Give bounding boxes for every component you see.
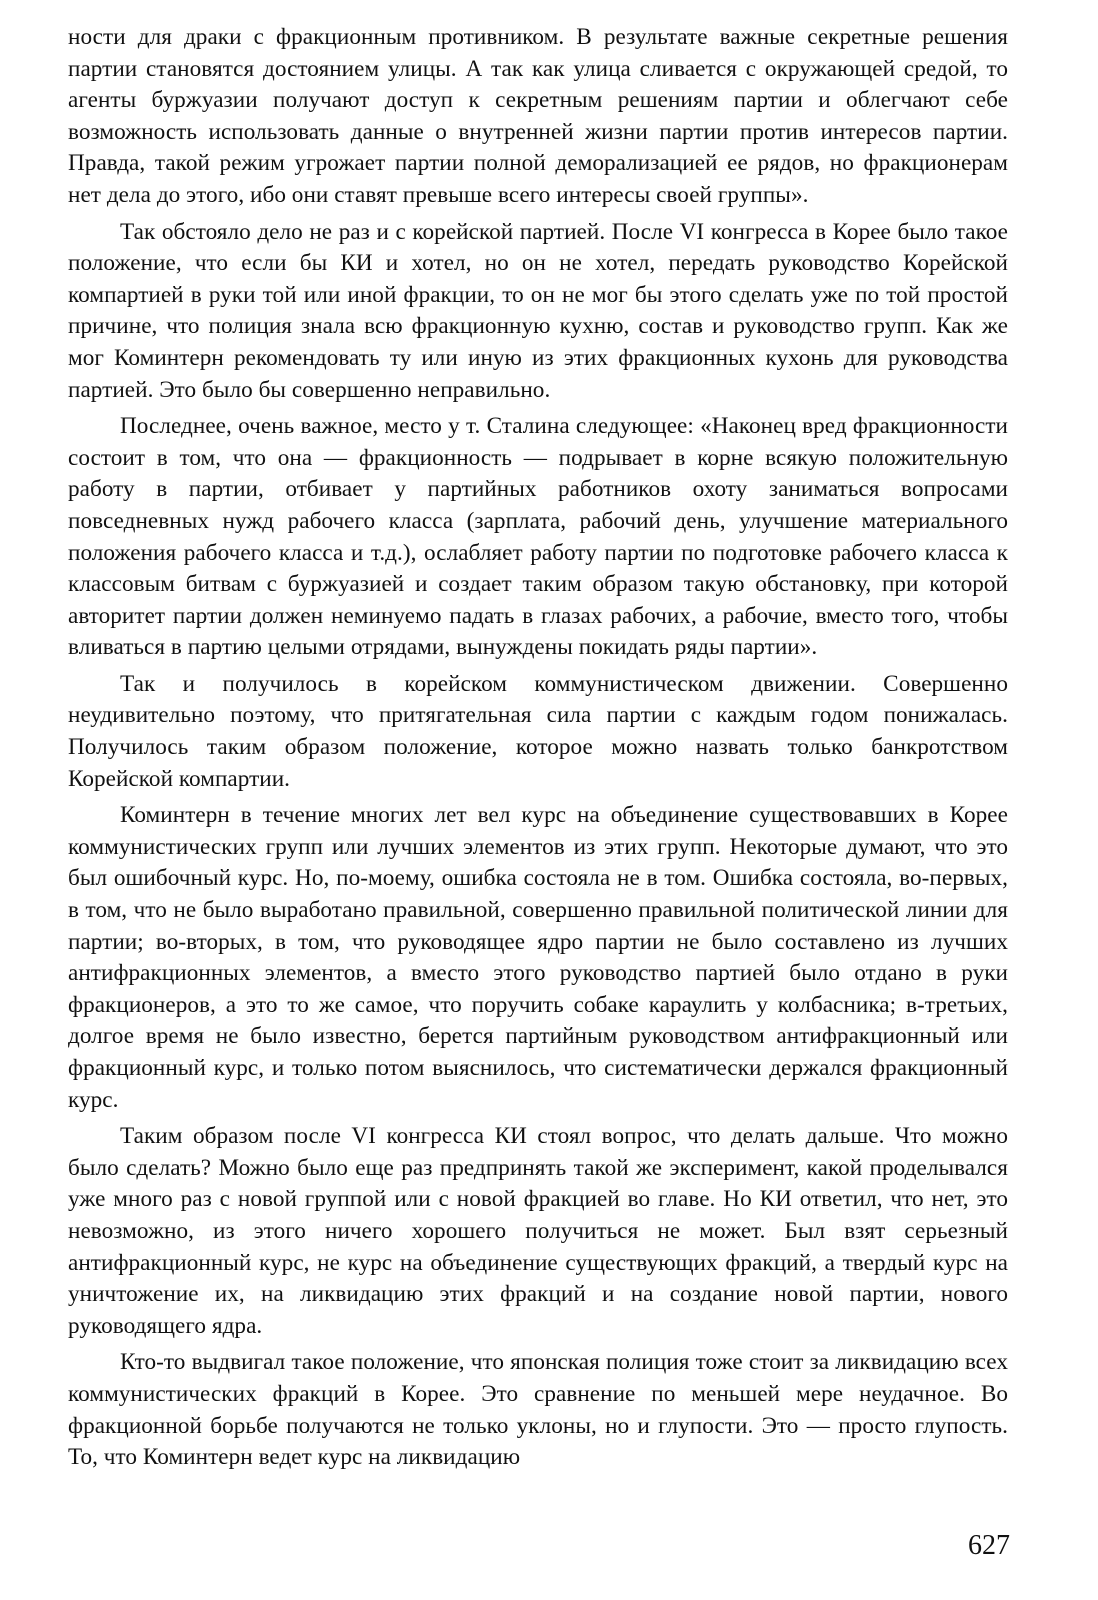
paragraph-2: Так обстояло дело не раз и с корейской партией. После VI конгресса в Корее было такое положение, что если бы КИ и хотел, но он не хотел, передать руководство Корейской компартией в руки той или иной фракции, то он не мог бы этого сделать уже по той простой причине, что полиция знала всю фракционную кухню, состав и руководство групп. Как же мог Коминтерн рекомендовать ту или иную из этих фракционных кухонь для руководства партией. Это было бы совершенно неправильно.: [68, 218, 1008, 403]
paragraph-7: Кто-то выдвигал такое положение, что японская полиция тоже стоит за ликвидацию всех коммунистических фракций в Корее. Это сравнение по меньшей мере неудачное. Во фракционной борьбе получаются не только уклоны, но и глупости. Это — просто глупость. То, что Коминтерн ведет курс на ликвидацию: [68, 1349, 1008, 1471]
body-text: [68, 22, 1008, 1474]
paragraph-4: Так и получилось в корейском коммунистическом движении. Совершенно неудивительно поэтому, что притягательная сила партии с каждым годом понижалась. Получилось таким образом положение, которое можно назвать только банкротством Корейской компартии.: [68, 670, 1008, 792]
paragraph-5: Коминтерн в течение многих лет вел курс на объединение существовавших в Корее коммунистических групп или лучших элементов из этих групп. Некоторые думают, что это был ошибочный курс. Но, по-моему, ошибка состояла не в том. Ошибка состояла, во-первых, в том, что не было выработано правильной, совершенно правильной политической линии для партии; во-вторых, в том, что руководящее ядро партии не было составлено из лучших антифракционных элементов, а вместо этого руководство партией было отдано в руки фракционеров, а это то же самое, что поручить собаке караулить у колбасника; в-третьих, долгое время не было известно, берется партийным руководством антифракционный или фракционный курс, и только потом выяснилось, что систематически держался фракционный курс.: [68, 802, 1008, 1113]
paragraph-1: ности для драки с фракционным противником. В результате важные секретные решения партии становятся достоянием улицы. А так как улица сливается с окружающей средой, то агенты буржуазии получают доступ к секретным решениям партии и облегчают себе возможность использовать данные о внутренней жизни партии против интересов партии. Правда, такой режим угрожает партии полной деморализацией ее рядов, но фракционерам нет дела до этого, ибо они ставят превыше всего интересы своей группы».: [68, 24, 1008, 208]
paragraph-6: Таким образом после VI конгресса КИ стоял вопрос, что делать дальше. Что можно было сделать? Можно было еще раз предпринять такой же эксперимент, какой проделывался уже много раз с новой группой или с новой фракцией во главе. Но КИ ответил, что нет, это невозможно, из этого ничего хорошего получиться не может. Был взят серьезный антифракционный курс, не курс на объединение существующих фракций, а твердый курс на уничтожение их, на ликвидацию этих фракций и на создание новой партии, нового руководящего ядра.: [68, 1123, 1008, 1339]
paragraph-3: Последнее, очень важное, место у т. Сталина следующее: «Наконец вред фракционности состоит в том, что она — фракционность — подрывает в корне всякую положительную работу в партии, отбивает у партийных работников охоту заниматься вопросами повседневных нужд рабочего класса (зарплата, рабочий день, улучшение материального положения рабочего класса и т.д.), ослабляет работу партии по подготовке рабочего класса к классовым битвам с буржуазией и создает таким образом такую обстановку, при которой авторитет партии должен неминуемо падать в глазах рабочих, а рабочие, вместо того, чтобы вливаться в партию целыми отрядами, вынуждены покидать ряды партии».: [68, 413, 1008, 661]
page-number: 627: [968, 1530, 1010, 1561]
